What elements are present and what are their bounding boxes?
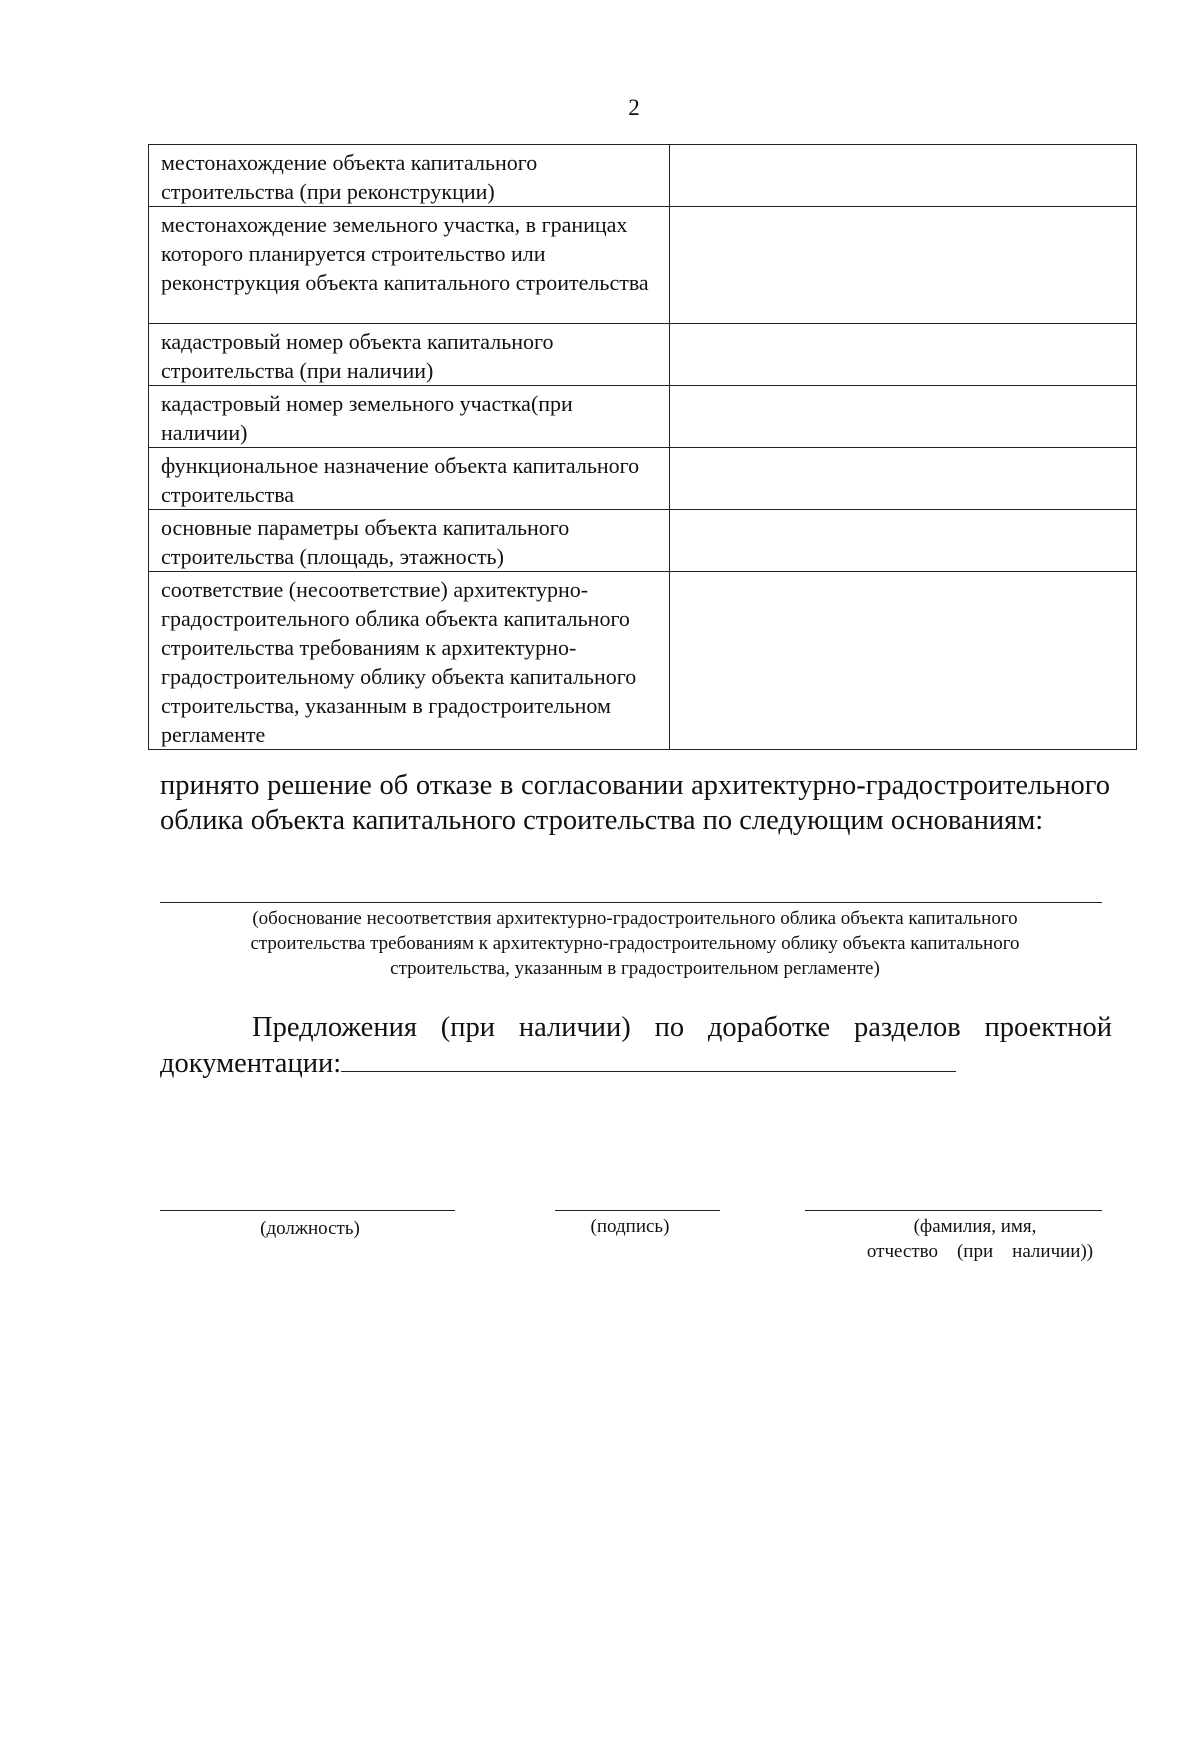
row-value-field[interactable] bbox=[670, 448, 1137, 510]
position-line[interactable] bbox=[160, 1210, 455, 1211]
row-value-field[interactable] bbox=[670, 324, 1137, 386]
table-row bbox=[149, 448, 1137, 510]
row-label: местонахождение земельного участка, в границах которого планируется строительство или реконструкция объекта капитального строительства bbox=[149, 207, 670, 324]
justification-line[interactable] bbox=[160, 902, 1102, 903]
proposal-label: Предложения (при наличии) по доработке разделов проектной документации: bbox=[160, 1012, 1112, 1079]
row-value-field[interactable] bbox=[670, 572, 1137, 750]
proposal-text bbox=[160, 1010, 1112, 1081]
signature-label: (подпись) bbox=[590, 1216, 670, 1237]
table-row bbox=[149, 207, 1137, 324]
table-row bbox=[149, 386, 1137, 448]
justification-caption: (обоснование несоответствия архитектурно-градостроительного облика объекта капитального строительства требованиям к архитектурно-градостроительному облику объекта капитального строительства, указанным в градостроительном регламенте) bbox=[250, 908, 1020, 979]
table-row bbox=[149, 572, 1137, 750]
row-value-field[interactable] bbox=[670, 207, 1137, 324]
position-label: (должность) bbox=[260, 1218, 360, 1239]
row-label: соответствие (несоответствие) архитектурно-градостроительного облика объекта капитального строительства требованиям к архитектурно-градостроительному облику объекта капитального строительства, указанным в градостроительном регламенте bbox=[149, 572, 670, 750]
row-label: кадастровый номер земельного участка(при наличии) bbox=[149, 386, 670, 448]
row-label: основные параметры объекта капитального строительства (площадь, этажность) bbox=[149, 510, 670, 572]
proposal-fill-line[interactable] bbox=[341, 1045, 956, 1072]
table-row bbox=[149, 324, 1137, 386]
row-label: функциональное назначение объекта капитального строительства bbox=[149, 448, 670, 510]
row-value-field[interactable] bbox=[670, 510, 1137, 572]
row-value-field[interactable] bbox=[670, 386, 1137, 448]
row-label: местонахождение объекта капитального строительства (при реконструкции) bbox=[149, 145, 670, 207]
name-line[interactable] bbox=[805, 1210, 1102, 1211]
table-row bbox=[149, 145, 1137, 207]
decision-text: принято решение об отказе в согласовании архитектурно-градостроительного облика объекта капитального строительства по следующим основаниям: bbox=[160, 770, 1110, 836]
row-value-field[interactable] bbox=[670, 145, 1137, 207]
name-label-line2: отчество (при наличии)) bbox=[866, 1241, 1094, 1262]
object-info-table bbox=[148, 144, 1137, 750]
table-row bbox=[149, 510, 1137, 572]
signature-line[interactable] bbox=[555, 1210, 720, 1211]
name-label-line1: (фамилия, имя, bbox=[913, 1216, 1037, 1237]
row-label: кадастровый номер объекта капитального строительства (при наличии) bbox=[149, 324, 670, 386]
page-number: 2 bbox=[628, 95, 640, 120]
